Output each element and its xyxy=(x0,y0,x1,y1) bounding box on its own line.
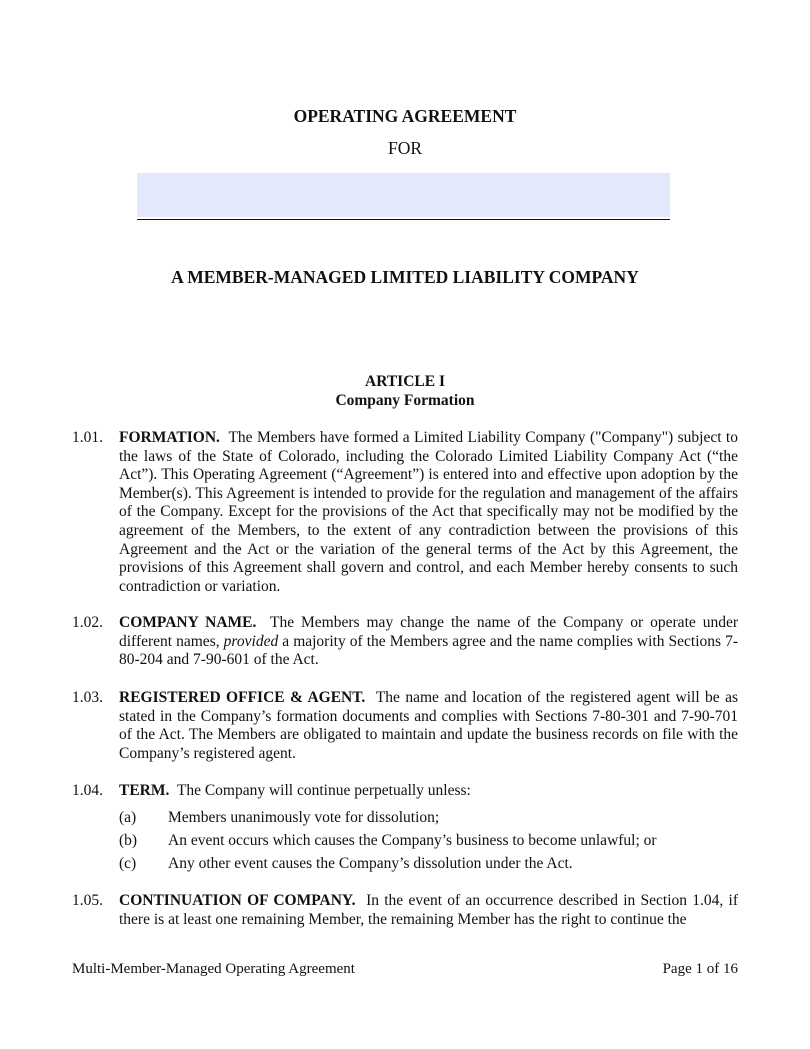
section-text: In the event of an occurrence described in Section 1.04, if there is at least one remaining Member, the remaining Member has the right to continue the xyxy=(119,892,738,928)
section-1-03 xyxy=(72,689,738,763)
section-text: The Members have formed a Limited Liability Company ("Company") subject to the laws of the State of Colorado, including the Colorado Limited Liability Company Act (“the Act”). This Operating Agreement (“Agreement”) is entered into and effective upon adoption by the Member(s). This Agreement is intended to provide for the regulation and management of the affairs of the Company. Except for the provisions of the Act that specifically may not be modified by the agreement of the Members, to the extent of any contradiction between the provisions of this Agreement and the Act or the variation of the general terms of the Act by this Agreement, the provisions of this Agreement shall govern and control, and each Member hereby consents to such contradiction or variation. xyxy=(119,429,738,595)
document-subtitle: A MEMBER-MANAGED LIMITED LIABILITY COMPANY xyxy=(171,267,639,287)
section-number: 1.04. xyxy=(72,782,103,799)
company-name-field[interactable] xyxy=(137,173,670,217)
section-number: 1.01. xyxy=(72,429,103,446)
section-heading: REGISTERED OFFICE & AGENT. xyxy=(119,689,366,706)
list-item xyxy=(119,855,739,874)
list-item-label: (c) xyxy=(119,855,137,872)
section-text: a majority of the Members agree and the name complies with Sections 7-80-204 and 7-90-601 of the Act. xyxy=(119,632,739,669)
section-text: The name and location of the registered agent will be as stated in the Company’s formation documents and complies with Sections 7-80-301 and 7-90-701 of the Act. The Members are obligated to maintain and update the business records on file with the Company’s registered agent. xyxy=(119,689,738,762)
article-name: Company Formation xyxy=(335,392,475,409)
company-name-underline xyxy=(137,219,670,220)
footer-page-number: Page 1 of 16 xyxy=(662,961,738,977)
section-number: 1.03. xyxy=(72,689,103,706)
section-heading: CONTINUATION OF COMPANY. xyxy=(119,892,356,909)
section-text-emphasis: provided xyxy=(223,632,279,650)
section-number: 1.05. xyxy=(72,892,103,909)
section-heading: FORMATION. xyxy=(119,429,220,446)
list-item-label: (b) xyxy=(119,832,138,849)
section-heading: COMPANY NAME. xyxy=(119,614,257,631)
list-item-label: (a) xyxy=(119,809,137,826)
list-item xyxy=(119,809,739,828)
section-1-05 xyxy=(72,892,738,929)
section-1-01 xyxy=(72,429,738,596)
article-number: ARTICLE I xyxy=(365,373,445,390)
section-1-04 xyxy=(72,782,738,801)
list-item-text: Any other event causes the Company’s dissolution under the Act. xyxy=(168,855,573,872)
footer-document-name: Multi-Member-Managed Operating Agreement xyxy=(72,961,355,977)
document-for-label: FOR xyxy=(387,138,423,158)
section-1-02 xyxy=(72,614,738,670)
section-text: The Members may change the name of the Company or operate under different names, xyxy=(119,614,738,650)
section-heading: TERM. xyxy=(119,782,170,799)
list-item xyxy=(119,832,739,851)
document-title: OPERATING AGREEMENT xyxy=(293,106,517,126)
section-number: 1.02. xyxy=(72,614,103,631)
list-item-text: An event occurs which causes the Company’s business to become unlawful; or xyxy=(168,832,657,849)
list-item-text: Members unanimously vote for dissolution; xyxy=(168,809,440,826)
section-text: The Company will continue perpetually unless: xyxy=(176,782,471,799)
